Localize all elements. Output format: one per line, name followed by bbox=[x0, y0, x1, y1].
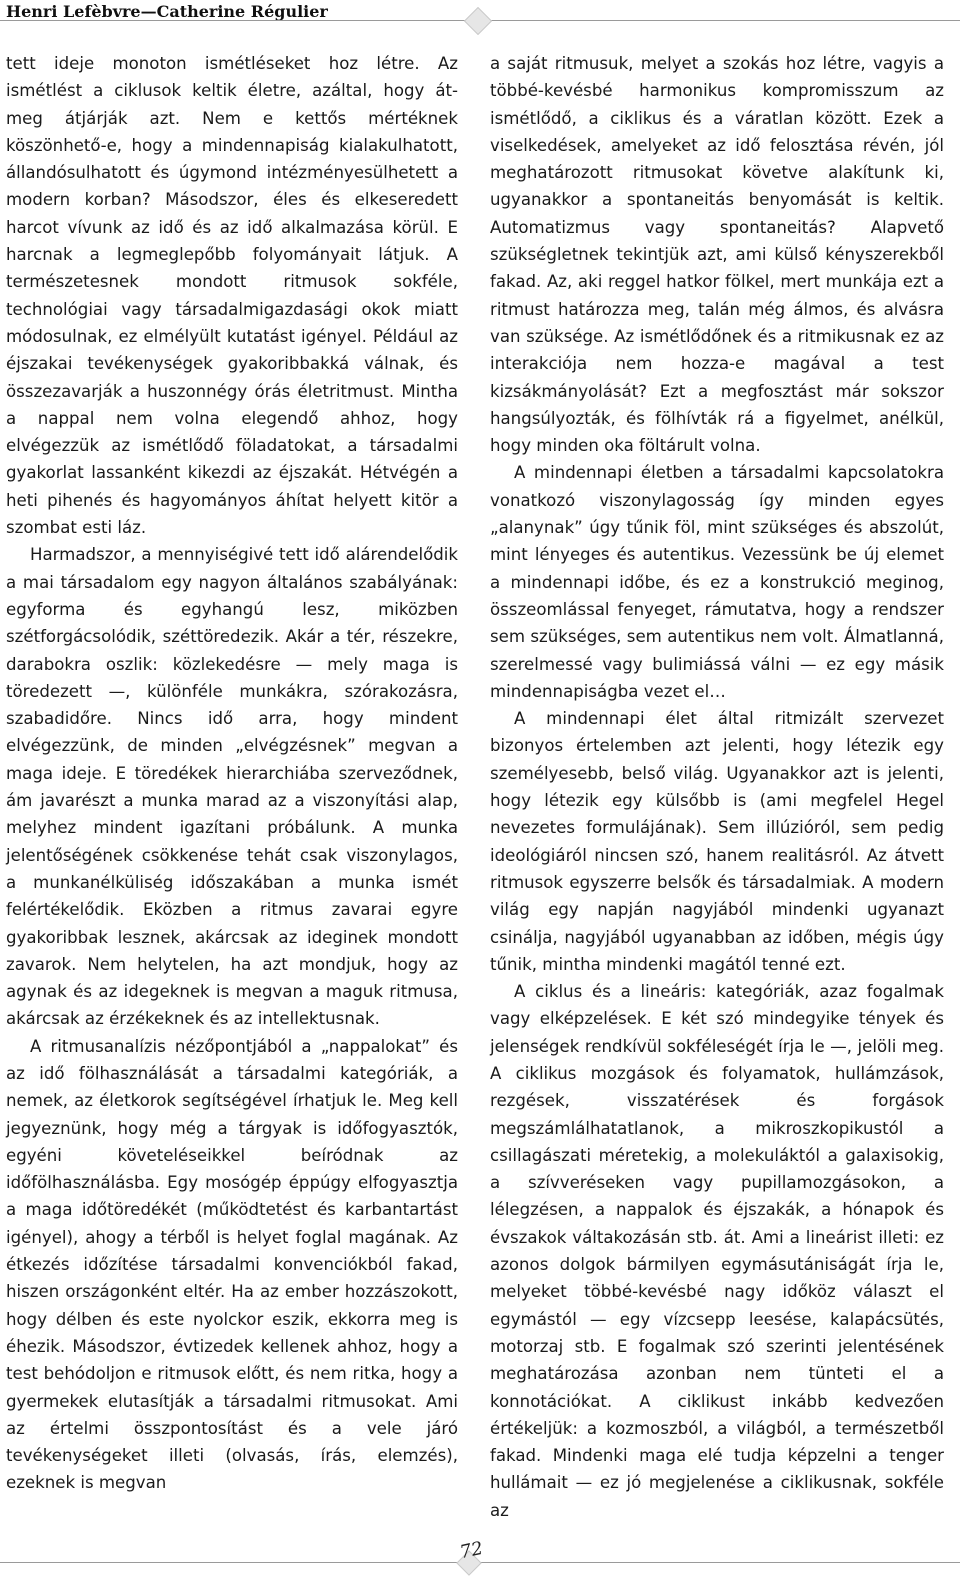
paragraph: A ritmusanalízis nézőpontjából a „nappalokat” és az idő fölhasználását a társadalmi kategóriák, a nemek, az életkorok segítségével írhatjuk le. Meg kell jegyeznünk, hogy még a tárgyak is időfogyasztók, egyéni követeléseikkel beíródnak az időfölhasználásba. Egy mosógép éppúgy elfogyasztja a maga időtöredékét (működtetést és karbantartást igényel), ahogy a térből is helyet foglal magának. Az étkezés időzítése társadalmi konvenciókból fakad, hiszen országonként eltér. Ha az ember hozzászokott, hogy délben és este nyolckor eszik, ekkorra meg is éhezik. Másodszor, évtizedek kellenek ahhoz, hogy a test behódoljon e ritmusok előtt, és nem ritka, hogy a gyermekek elutasítják a társadalmi ritmusokat. Ami az értelmi összpontosítást és a vele járó tevékenységeket illeti (olvasás, írás, elemzés), ezeknek is megvan bbox=[6, 1036, 458, 1493]
paragraph: a saját ritmusuk, melyet a szokás hoz létre, vagyis a többé-kevésbé harmonikus kompromisszum az ismétlődő, a ciklikus és a váratlan között. Ezek a viselkedések, amelyeket az idő felosztása révén, jól meghatározott ritmusokat követve alakítunk ki, ugyanakkor a spontaneitás benyomását is keltik. Automatizmus vagy spontaneitás? Alapvető szükségletnek tekintjük azt, ami külső kényszerekből fakad. Az, aki reggel hatkor fölkel, mert munkája ezt a ritmust határozza meg, talán még álmos, és alvásra van szüksége. Az ismétlődőnek és a ritmikusnak ez az interakciója nem hozza-e magával a test kizsákmányolását? Ezt a megfosztást már sokszor hangsúlyozták, és fölhívták rá a figyelmet, anélkül, hogy minden oka föltárult volna. bbox=[490, 54, 944, 456]
paragraph: A mindennapi életben a társadalmi kapcsolatokra vonatkozó viszonylagosság így minden egyes „alanynak” úgy tűnik föl, mint szükséges és abszolút, mint lényeges és autentikus. Vezessünk be új elemet a mindennapi időbe, és ez a konstrukció meginog, összeomlással fenyeget, rámutatva, hogy a rendszer sem szükséges, sem autentikus nem volt. Álmatlanná, szerelmessé vagy bulimiássá válni — ez egy másik mindennapiságba vezet el… bbox=[490, 463, 944, 701]
right-text-column bbox=[490, 50, 944, 1524]
header-diamond-ornament bbox=[464, 7, 492, 35]
page-footer bbox=[0, 1530, 960, 1586]
page-number: 72 bbox=[458, 1537, 485, 1564]
paragraph: tett ideje monoton ismétléseket hoz létre. Az ismétlést a ciklusok keltik életre, azáltal, hogy át- meg átjárják azt. Nem e kettős mértéknek köszönhető-e, hogy a mindennapiság kialakulhatott, állandósulhatott és úgymond intézményesülhetett a modern korban? Másodszor, éles és elkeseredett harcot vívunk az idő és az idő alkalmazása körül. E harcnak a legmeglepőbb folyományait látjuk. A természetesnek mondott ritmusok sokféle, technológiai vagy társadalmigazdasági okok miatt módosulnak, ez elmélyült kutatást igényel. Például az éjszakai tevékenységek gyakoribbakká válnak, és összezavarják a huszonnégy órás életritmust. Mintha a nappal nem volna elegendő ahhoz, hogy elvégezzük az ismétlődő föladatokat, a társadalmi gyakorlat lassanként kikezdi az éjszakát. Hétvégén a heti pihenés és hagyományos áhítat helyett kitör a szombat esti láz. bbox=[6, 54, 458, 538]
left-text-column bbox=[6, 50, 458, 1497]
paragraph: A mindennapi élet által ritmizált szervezet bizonyos értelemben azt jelenti, hogy létezik egy személyesebb, belső világ. Ugyanakkor azt is jelenti, hogy létezik egy külsőbb is (ami megfelel Hegel nevezetes formulájának). Sem illúzióról, sem pedig ideológiáról nincsen szó, hanem realitásról. Az átvett ritmusok egyszerre belsők és társadalmiak. A modern világ egy napján nagyjából mindenki ugyanazt csinálja, nagyjából ugyanabban az időben, mégis úgy tűnik, mintha mindenki magától tenné ezt. bbox=[490, 709, 944, 974]
paragraph: Harmadszor, a mennyiségivé tett idő alárendelődik a mai társadalom egy nagyon általános szabályának: egyforma és egyhangú lesz, miközben szétforgácsolódik, széttöredezik. Akár a tér, részekre, darabokra oszlik: közlekedésre — mely maga is töredezett —, különféle munkákra, szórakozásra, szabadidőre. Nincs idő arra, hogy mindent elvégezzünk, de minden „elvégzésnek” megvan a maga ideje. E töredékek hierarchiába szerveződnek, ám javarészt a munka marad az a viszonyítási alap, melyhez mindent igazítani próbálunk. A munka jelentőségének csökkenése tehát csak viszonylagos, a munkanélküliség időszakában a munka ismét felértékelődik. Eközben a ritmus zavarai egyre gyakoribbak lesznek, akárcsak az ideginek mondott zavarok. Nem helytelen, ha azt mondjuk, hogy az agynak és az idegeknek is megvan a maguk ritmusa, akárcsak az érzékeknek és az intellektusnak. bbox=[6, 545, 458, 1029]
running-head: Henri Lefèbvre—Catherine Régulier bbox=[6, 2, 328, 21]
paragraph: A ciklus és a lineáris: kategóriák, azaz fogalmak vagy elképzelések. E két szó mindegyike tények és jelenségek rendkívül sokféleségét írja le —, jelöli meg. A ciklikus mozgások és folyamatok, hullámzások, rezgések, visszatérések és forgások megszámlálhatatlanok, a mikroszkopikustól a csillagászati méretekig, a molekuláktól a galaxisokig, a szívveréseken vagy pupillamozgásokon, a lélegzésen, a nappalok és éjszakák, a hónapok és évszakok váltakozásán stb. át. Ami a lineárist illeti: ez azonos dolgok bármilyen egymásutániságát írja le, melyeket többé-kevésbé nagy időköz választ el egymástól — egy vízcsepp leesése, kalapácsütés, motorzaj stb. E fogalmak szó szerinti jelentésének meghatározása azonban nem tünteti el a konnotációkat. A ciklikust inkább kedvezően értékeljük: a kozmoszból, a világból, a természetből fakad. Mindenki maga elé tudja képzelni a tenger hullámait — ez jó megjelenése a ciklikusnak, sokféle az bbox=[490, 982, 944, 1520]
page-header bbox=[0, 0, 960, 40]
